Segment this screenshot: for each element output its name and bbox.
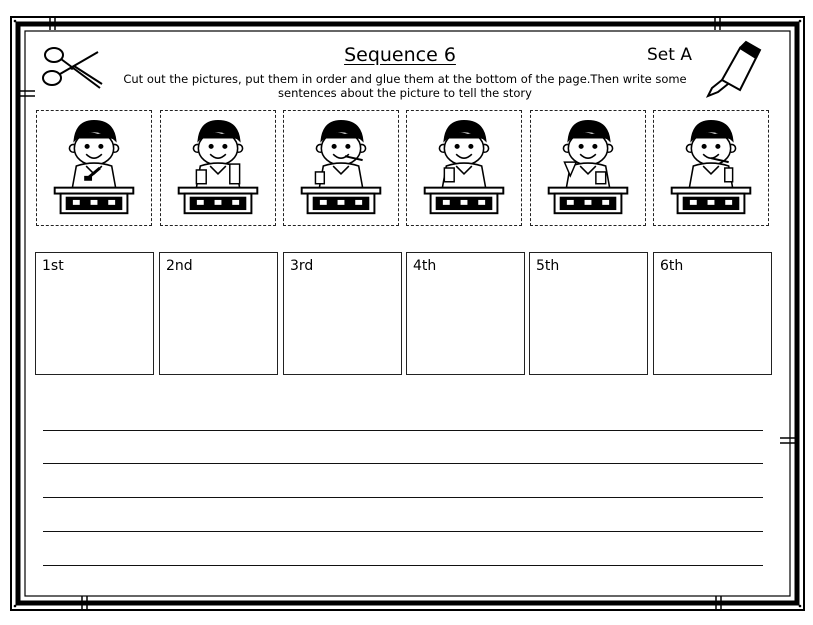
glue-bottle-icon xyxy=(700,40,762,98)
writing-line[interactable] xyxy=(43,531,763,532)
boy-at-sink-illustration xyxy=(654,111,768,225)
order-slot-2[interactable] xyxy=(159,252,278,375)
boy-at-sink-illustration xyxy=(161,111,275,225)
boy-at-sink-illustration xyxy=(407,111,521,225)
picture-card-3[interactable] xyxy=(283,110,399,226)
order-slot-4[interactable] xyxy=(406,252,525,375)
slot-label: 4th xyxy=(413,258,437,274)
instructions: Cut out the pictures, put them in order and glue them at the bottom of the page.Then write some sentences about the picture to tell the story xyxy=(123,72,687,100)
writing-line[interactable] xyxy=(43,565,763,566)
boy-at-sink-illustration xyxy=(284,111,398,225)
picture-card-4[interactable] xyxy=(406,110,522,226)
picture-card-5[interactable] xyxy=(530,110,646,226)
slot-label: 2nd xyxy=(166,258,193,274)
order-slot-1[interactable] xyxy=(35,252,154,375)
slot-label: 5th xyxy=(536,258,560,274)
picture-card-2[interactable] xyxy=(160,110,276,226)
writing-line[interactable] xyxy=(43,463,763,464)
order-slot-3[interactable] xyxy=(283,252,402,375)
scissors-icon xyxy=(40,44,104,96)
writing-line[interactable] xyxy=(43,430,763,431)
boy-at-sink-illustration xyxy=(37,111,151,225)
slot-label: 3rd xyxy=(290,258,314,274)
page-title: Sequence 6 xyxy=(344,44,456,66)
picture-card-6[interactable] xyxy=(653,110,769,226)
slot-label: 6th xyxy=(660,258,684,274)
order-slot-5[interactable] xyxy=(529,252,648,375)
order-slot-6[interactable] xyxy=(653,252,772,375)
slot-label: 1st xyxy=(42,258,64,274)
boy-at-sink-illustration xyxy=(531,111,645,225)
writing-line[interactable] xyxy=(43,497,763,498)
set-label: Set A xyxy=(647,45,692,65)
picture-card-1[interactable] xyxy=(36,110,152,226)
